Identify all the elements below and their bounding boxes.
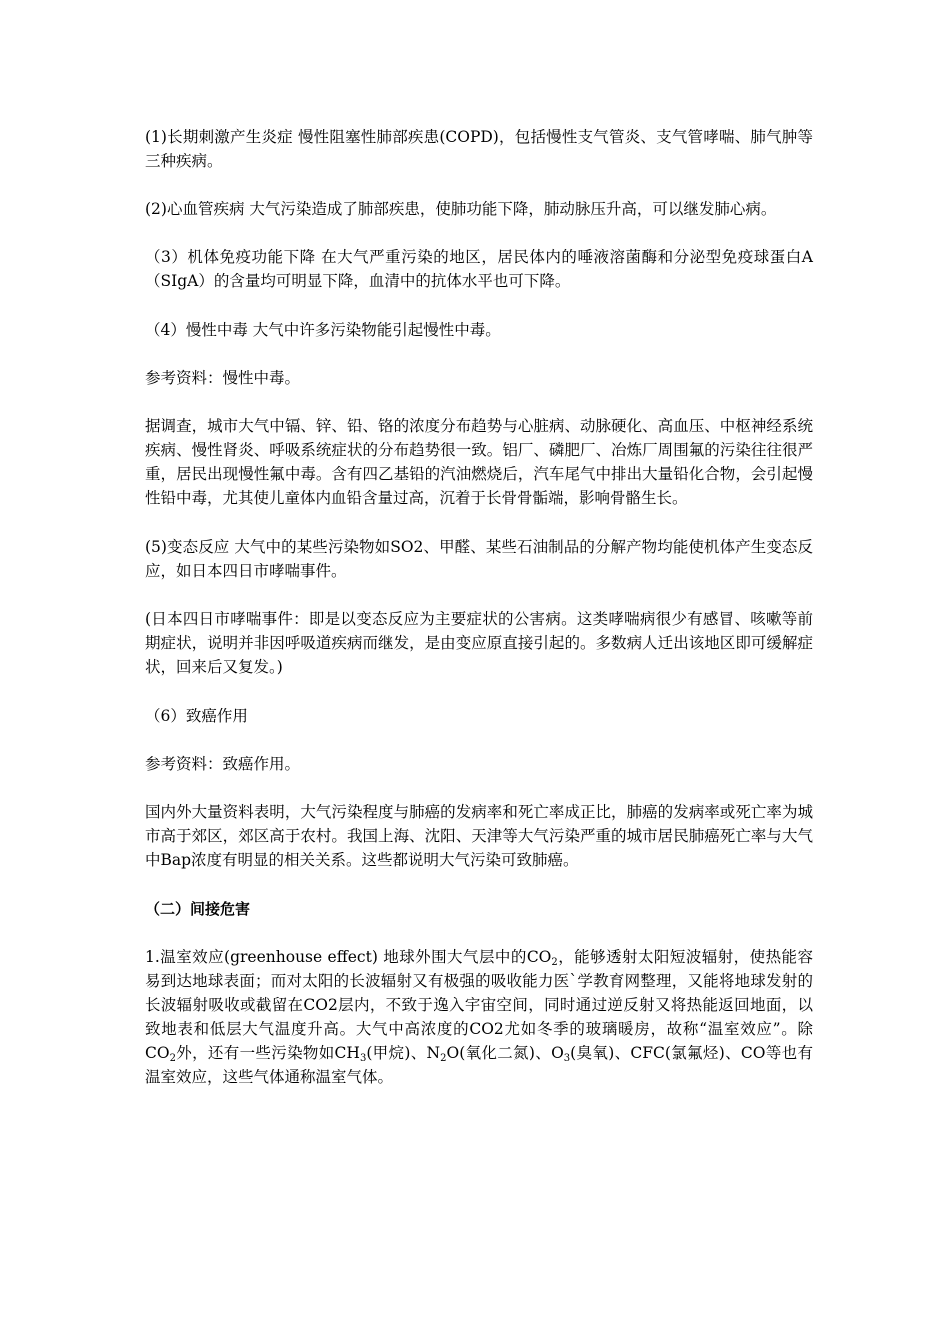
paragraph-cardiovascular: (2)心血管疾病 大气污染造成了肺部疾患，使肺功能下降，肺动脉压升高，可以继发肺心病。 xyxy=(145,200,777,218)
reference-carcinogenic: 参考资料：致癌作用。 xyxy=(145,755,301,773)
paragraph-allergy: (5)变态反应 大气中的某些污染物如SO2、甲醛、某些石油制品的分解产物均能使机体产生变态反应，如日本四日市哮喘事件。 xyxy=(145,538,813,580)
paragraph-lung-cancer: 国内外大量资料表明，大气污染程度与肺癌的发病率和死亡率成正比，肺癌的发病率或死亡率为城市高于郊区，郊区高于农村。我国上海、沈阳、天津等大气污染严重的城市居民肺癌死亡率与大气中Bap浓度有明显的相关关系。这些都说明大气污染可致肺癌。 xyxy=(145,803,813,869)
greenhouse-text-6: (臭氧)、CFC(氯氟烃)、CO等也有温室效应，这些气体通称温室气体。 xyxy=(145,1044,813,1086)
paragraph-carcinogenic: （6）致癌作用 xyxy=(145,707,248,725)
greenhouse-text-1: 1.温室效应(greenhouse effect) 地球外围大气层中的CO xyxy=(145,948,552,966)
greenhouse-text-2: ，能够透射太阳短波辐射，使热能容易到达地球表面；而对太阳的长波辐射又有极强的吸收能力医`学教育网整理，又能将地球发射的长波辐射吸收或截留在CO2层内，不致于逸入宇宙空间，同时通过逆反射又将热能返回地面，以致地表和低层大气温度升高。大气中高浓度的CO2尤如冬季的玻璃暖房，故称“温室效应”。除CO xyxy=(145,948,813,1062)
paragraph-yokkaichi: (日本四日市哮喘事件：即是以变态反应为主要症状的公害病。这类哮喘病很少有感冒、咳嗽等前期症状，说明并非因呼吸道疾病而继发，是由变应原直接引起的。多数病人迁出该地区即可缓解症状，回来后又复发。) xyxy=(145,610,813,676)
reference-chronic-poisoning: 参考资料：慢性中毒。 xyxy=(145,369,301,387)
paragraph-survey: 据调查，城市大气中镉、锌、铅、铬的浓度分布趋势与心脏病、动脉硬化、高血压、中枢神经系统疾病、慢性肾炎、呼吸系统症状的分布趋势很一致。铝厂、磷肥厂、冶炼厂周围氟的污染往往很严重，居民出现慢性氟中毒。含有四乙基铅的汽油燃烧后，汽车尾气中排出大量铅化合物，会引起慢性铅中毒，尤其使儿童体内血铅含量过高，沉着于长骨骨骺端，影响骨骼生长。 xyxy=(145,417,813,507)
greenhouse-sub-1: 2 xyxy=(551,957,558,968)
greenhouse-sub-2: 2 xyxy=(169,1053,176,1064)
paragraph-immune: （3）机体免疫功能下降 在大气严重污染的地区，居民体内的唾液溶菌酶和分泌型免疫球蛋白A（SIgA）的含量均可明显下降，血清中的抗体水平也可下降。 xyxy=(145,248,813,290)
greenhouse-sub-4: 2 xyxy=(440,1053,447,1064)
greenhouse-sub-5: 3 xyxy=(563,1053,571,1064)
greenhouse-text-4: (甲烷)、N xyxy=(366,1044,441,1062)
greenhouse-sub-3: 3 xyxy=(359,1053,367,1064)
greenhouse-text-3: 外，还有一些污染物如CH xyxy=(175,1044,360,1062)
paragraph-copd: (1)长期刺激产生炎症 慢性阻塞性肺部疾患(COPD)，包括慢性支气管炎、支气管哮喘、肺气肿等三种疾病。 xyxy=(145,128,813,170)
section-heading: （二）间接危害 xyxy=(145,900,251,918)
paragraph-greenhouse xyxy=(145,945,813,1089)
greenhouse-text-5: O(氧化二氮)、O xyxy=(446,1044,564,1062)
paragraph-chronic-poisoning: （4）慢性中毒 大气中许多污染物能引起慢性中毒。 xyxy=(145,321,501,339)
